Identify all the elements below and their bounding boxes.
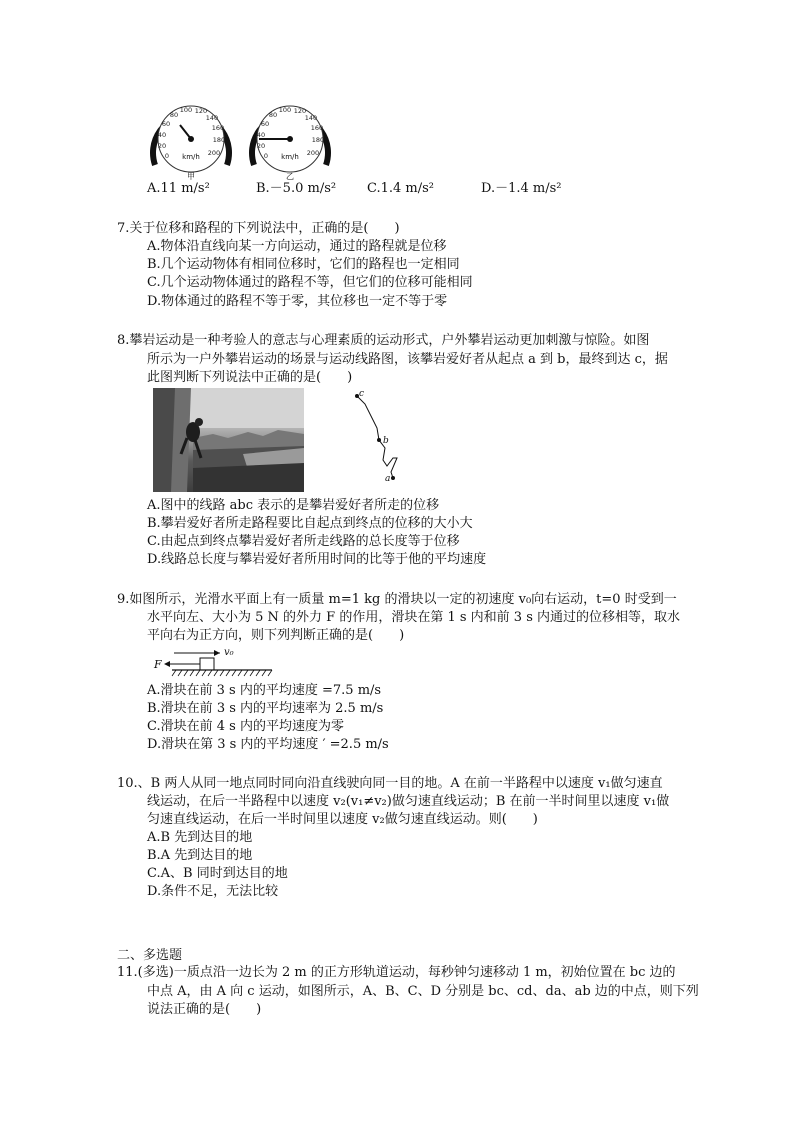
svg-text:140: 140 xyxy=(304,114,318,122)
q9-stem-line2: 水平向左、大小为 5 N 的外力 F 的作用，滑块在第 1 s 内和前 3 s 内通过的位移相等，取水 xyxy=(147,610,681,625)
svg-text:140: 140 xyxy=(205,114,219,122)
q9-stem-line1: 9.如图所示，光滑水平面上有一质量 m=1 kg 的滑块以一定的初速度 v₀向右运动，t=0 时受到一 xyxy=(117,592,677,607)
q11-stem-line3: 说法正确的是( ) xyxy=(147,1002,262,1017)
slider-block-diagram xyxy=(150,645,280,679)
route-label-b: b xyxy=(383,436,389,446)
gauge-unit: km/h xyxy=(182,153,200,161)
q9-option-c: C.滑块在前 4 s 内的平均速度为零 xyxy=(147,719,344,734)
svg-text:180: 180 xyxy=(212,136,226,144)
svg-text:0: 0 xyxy=(263,152,269,160)
q10-option-a: A.B 先到达目的地 xyxy=(147,830,253,845)
q9-stem-line3: 平向右为正方向，则下列判断正确的是( ) xyxy=(147,628,405,643)
svg-text:60: 60 xyxy=(161,120,171,128)
q11-stem-line1: 11.(多选)一质点沿一边长为 2 m 的正方形轨道运动，每秒钟匀速移动 1 m，初始位置在 bc 边的 xyxy=(117,965,676,980)
q7-option-c: C.几个运动物体通过的路程不等，但它们的位移可能相同 xyxy=(147,275,473,290)
q9-option-a: A.滑块在前 3 s 内的平均速度 =7.5 m/s xyxy=(147,683,382,698)
svg-text:80: 80 xyxy=(169,111,179,119)
gauge-unit: km/h xyxy=(281,153,299,161)
q7-option-b: B.几个运动物体有相同位移时，它们的路程也一定相同 xyxy=(147,257,460,272)
q7-option-a: A.物体沿直线向某一方向运动，通过的路程就是位移 xyxy=(147,239,447,254)
q7-stem: 7.关于位移和路程的下列说法中，正确的是( ) xyxy=(117,221,400,236)
q10-stem-line2: 线运动，在后一半路程中以速度 v₂(v₁≠v₂)做匀速直线运动；B 在前一半时间里以速度 v₁做 xyxy=(147,794,670,809)
q9-option-b: B.滑块在前 3 s 内的平均速率为 2.5 m/s xyxy=(147,701,384,716)
q6-option-b: B.－5.0 m/s² xyxy=(256,181,337,196)
q10-option-b: B.A 先到达目的地 xyxy=(147,848,253,863)
svg-text:100: 100 xyxy=(278,106,292,114)
route-label-c: c xyxy=(359,389,365,399)
climbing-photo xyxy=(153,388,304,492)
q8-option-c: C.由起点到终点攀岩爱好者所走线路的总长度等于位移 xyxy=(147,534,460,549)
q10-option-c: C.A、B 同时到达目的地 xyxy=(147,866,288,881)
svg-text:40: 40 xyxy=(157,131,167,139)
svg-text:160: 160 xyxy=(211,124,225,132)
q7-option-d: D.物体通过的路程不等于零，其位移也一定不等于零 xyxy=(147,294,448,309)
q9-option-d: D.滑块在第 3 s 内的平均速度 ′ =2.5 m/s xyxy=(147,737,389,752)
q8-option-d: D.线路总长度与攀岩爱好者所用时间的比等于他的平均速度 xyxy=(147,552,487,567)
q6-option-d: D.－1.4 m/s² xyxy=(481,181,562,196)
svg-text:100: 100 xyxy=(179,106,193,114)
q8-stem-line3: 此图判断下列说法中正确的是( ) xyxy=(147,370,353,385)
force-label: F xyxy=(154,658,162,671)
svg-text:20: 20 xyxy=(256,142,266,150)
q8-option-b: B.攀岩爱好者所走路程要比自起点到终点的位移的大小大 xyxy=(147,516,473,531)
q8-stem-line1: 8.攀岩运动是一种考验人的意志与心理素质的运动形式，户外攀岩运动更加刺激与惊险。如图 xyxy=(117,333,650,348)
svg-text:200: 200 xyxy=(207,149,221,157)
svg-text:200: 200 xyxy=(306,149,320,157)
q8-stem-line2: 所示为一户外攀岩运动的场景与运动线路图，该攀岩爱好者从起点 a 到 b，最终到达 c，据 xyxy=(147,352,668,367)
svg-text:120: 120 xyxy=(293,107,307,115)
q10-stem-line1: 10.、B 两人从同一地点同时同向沿直线驶向同一目的地。A 在前一半路程中以速度 v₁做匀速直 xyxy=(117,776,663,791)
svg-text:120: 120 xyxy=(194,107,208,115)
gauge-caption: 甲 xyxy=(187,172,195,181)
svg-text:0: 0 xyxy=(164,152,170,160)
svg-text:180: 180 xyxy=(311,136,325,144)
svg-text:20: 20 xyxy=(157,142,167,150)
q6-option-c: C.1.4 m/s² xyxy=(367,181,435,196)
climbing-route-diagram xyxy=(345,388,415,488)
q8-option-a: A.图中的线路 abc 表示的是攀岩爱好者所走的位移 xyxy=(147,498,440,513)
svg-text:40: 40 xyxy=(256,131,266,139)
section-heading: 二、多选题 xyxy=(117,948,183,963)
q11-stem-line2: 中点 A，由 A 向 c 运动，如图所示，A、B、C、D 分别是 bc、cd、da、ab 边的中点，则下列 xyxy=(147,984,699,999)
gauge-caption: 乙 xyxy=(286,172,294,181)
svg-text:160: 160 xyxy=(310,124,324,132)
svg-text:80: 80 xyxy=(268,111,278,119)
svg-text:60: 60 xyxy=(260,120,270,128)
route-label-a: a xyxy=(385,474,391,484)
q10-option-d: D.条件不足，无法比较 xyxy=(147,884,279,899)
q10-stem-line3: 匀速直线运动，在后一半时间里以速度 v₂做匀速直线运动。则( ) xyxy=(147,812,538,827)
velocity-label: v₀ xyxy=(224,647,234,658)
q6-option-a: A.11 m/s² xyxy=(147,181,210,196)
